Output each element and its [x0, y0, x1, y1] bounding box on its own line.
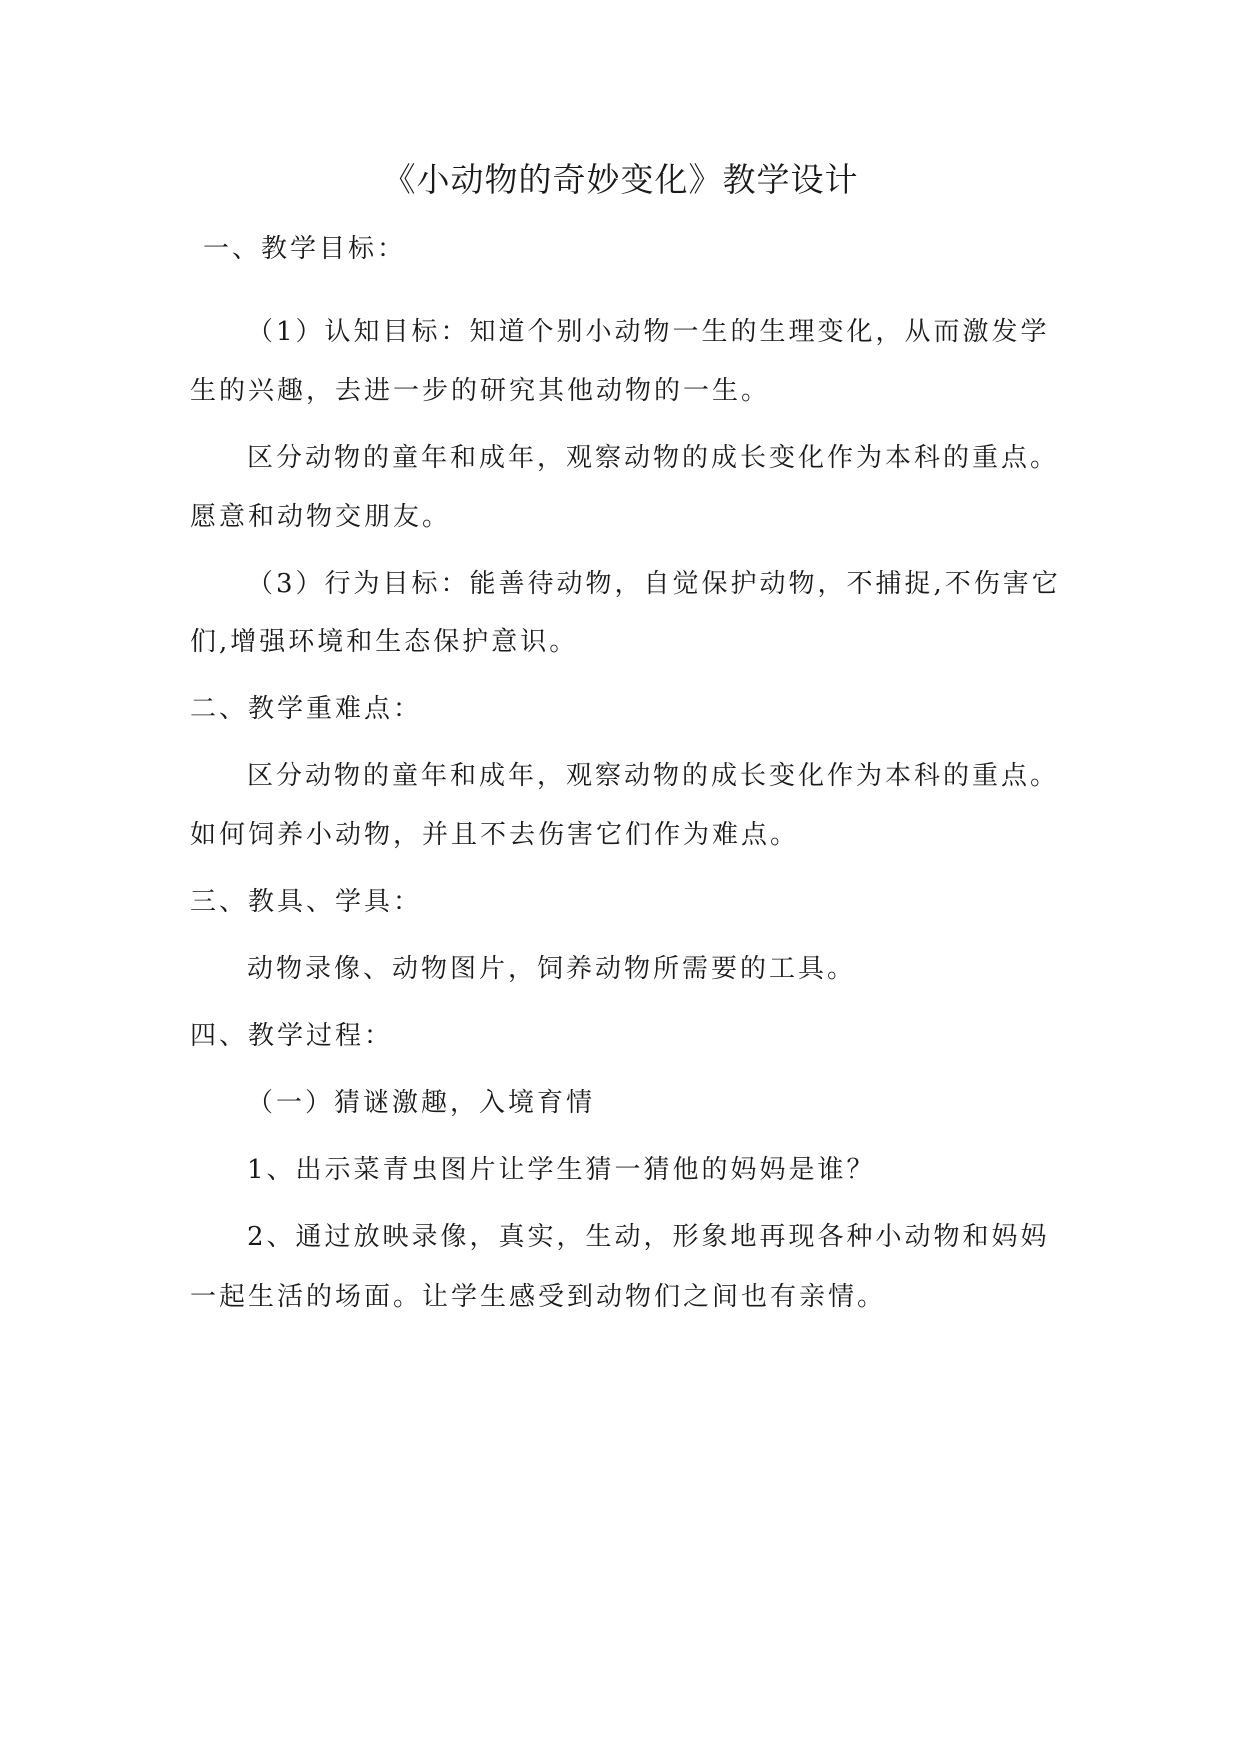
paragraph-line: （3）行为目标：能善待动物，自觉保护动物，不捕捉,不伤害它: [247, 569, 1061, 599]
subsection-heading: （一）猜谜激趣，入境育情: [247, 1088, 596, 1118]
paragraph-line: 一起生活的场面。让学生感受到动物们之间也有亲情。: [190, 1282, 887, 1312]
paragraph-line: 愿意和动物交朋友。: [190, 502, 452, 532]
paragraph-line: 区分动物的童年和成年，观察动物的成长变化作为本科的重点。: [247, 443, 1060, 473]
paragraph-line: 如何饲养小动物，并且不去伤害它们作为难点。: [190, 820, 800, 850]
paragraph-line: 动物录像、动物图片，饲养动物所需要的工具。: [247, 954, 857, 984]
section-heading-materials: 三、教具、学具：: [190, 887, 423, 917]
paragraph-line: 1、出示菜青虫图片让学生猜一猜他的妈妈是谁？: [247, 1155, 876, 1185]
paragraph-line: 区分动物的童年和成年，观察动物的成长变化作为本科的重点。: [247, 761, 1060, 791]
paragraph-line: 2、通过放映录像，真实，生动，形象地再现各种小动物和妈妈: [247, 1222, 1050, 1252]
paragraph-line: 生的兴趣，去进一步的研究其他动物的一生。: [190, 376, 771, 406]
section-heading-process: 四、教学过程：: [190, 1021, 394, 1051]
section-heading-objectives: 一、教学目标：: [203, 234, 407, 264]
paragraph-line: 们,增强环境和生态保护意识。: [190, 627, 579, 657]
document-title: 《小动物的奇妙变化》教学设计: [382, 160, 859, 199]
section-heading-key-points: 二、教学重难点：: [190, 694, 423, 724]
paragraph-line: （1）认知目标：知道个别小动物一生的生理变化，从而激发学: [247, 317, 1050, 347]
